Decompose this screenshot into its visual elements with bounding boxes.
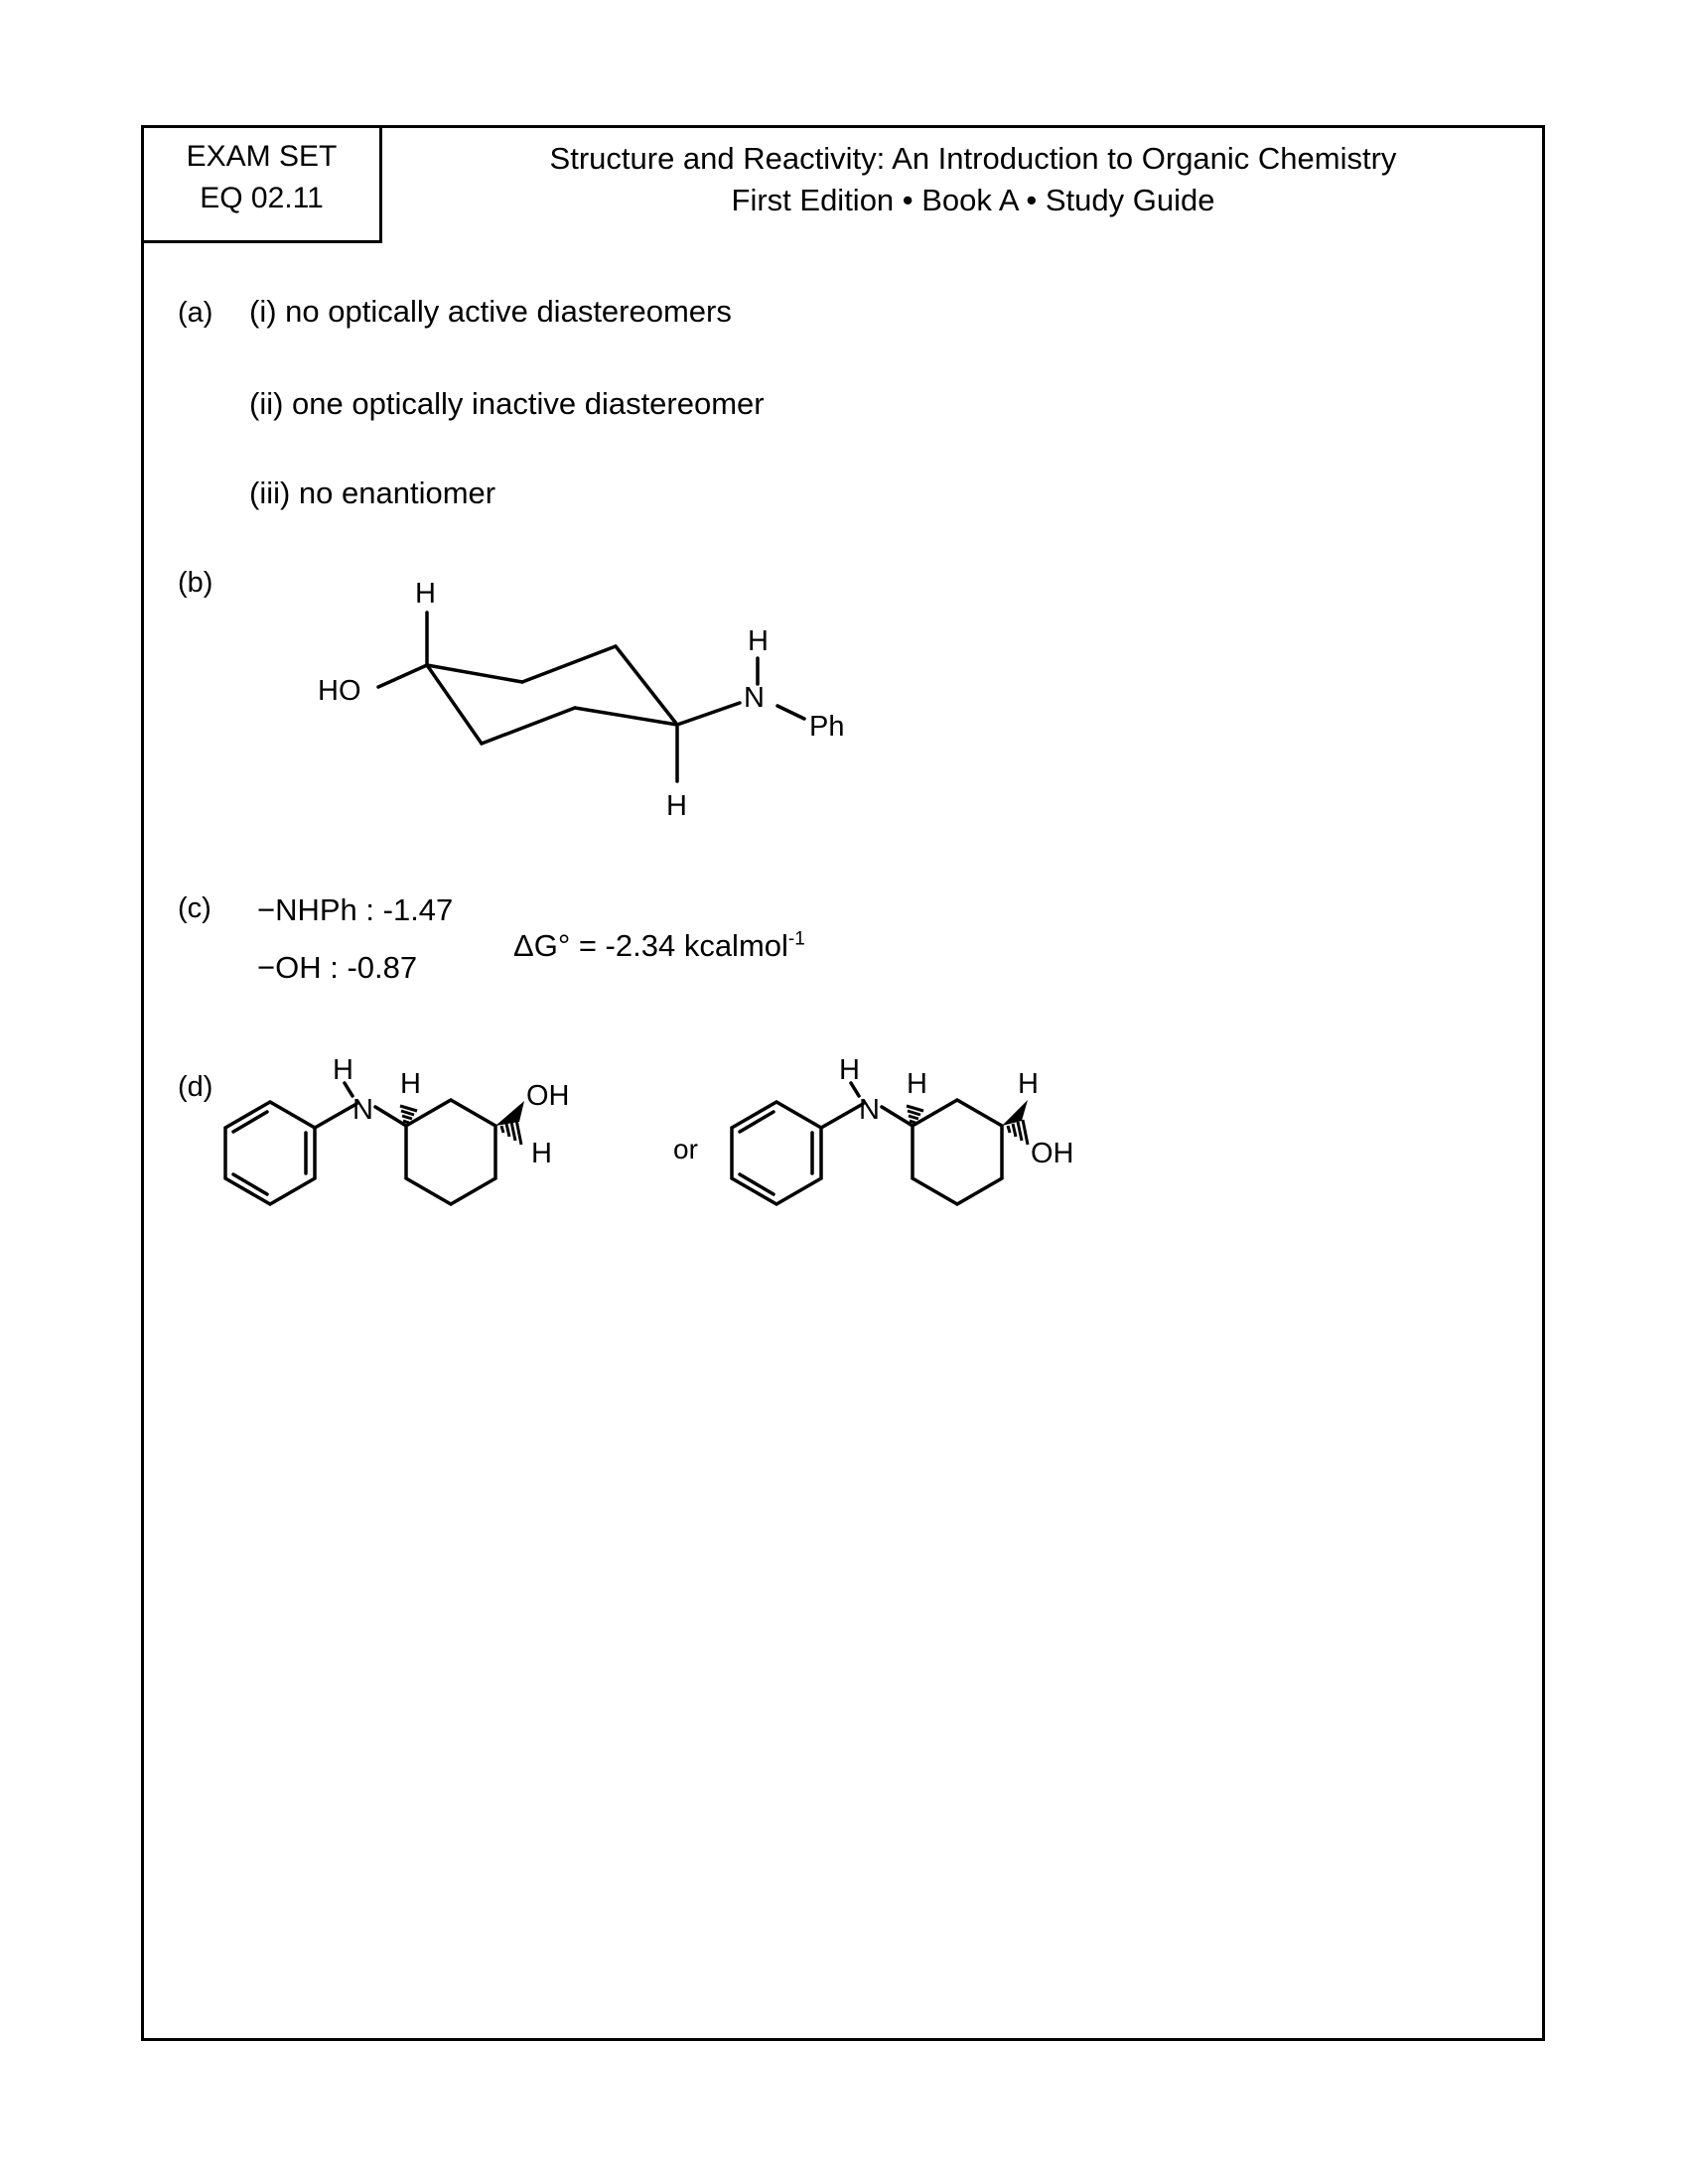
chair-h-bottom: H xyxy=(666,790,687,822)
chair-ph: Ph xyxy=(809,711,845,743)
part-a-item-1: (i) no optically active diastereomers xyxy=(249,294,732,329)
oh-a-value: −OH : -0.87 xyxy=(257,950,418,985)
part-a-item-2: (ii) one optically inactive diastereomer xyxy=(249,386,765,421)
chair-ho: HO xyxy=(318,675,361,707)
structure-d-pair xyxy=(144,128,1548,2044)
left-wedge-oh xyxy=(495,1101,524,1126)
part-a-label: (a) xyxy=(178,297,213,329)
or-label: or xyxy=(673,1134,698,1164)
left-oh-label: OH xyxy=(526,1080,570,1112)
part-b-label: (b) xyxy=(178,567,213,599)
exam-question-id: EQ 02.11 xyxy=(200,182,324,214)
part-c-label: (c) xyxy=(178,892,211,924)
page-frame xyxy=(141,125,1545,2041)
part-d-label: (d) xyxy=(178,1071,213,1103)
nhph-a-value: −NHPh : -1.47 xyxy=(257,892,454,927)
book-title: Structure and Reactivity: An Introduction to Organic Chemistry xyxy=(549,141,1397,176)
left-h-label: H xyxy=(531,1138,552,1169)
chair-h-top: H xyxy=(415,578,436,610)
right-oh-label: OH xyxy=(1031,1138,1074,1169)
book-edition: First Edition • Book A • Study Guide xyxy=(731,183,1215,217)
chair-n: N xyxy=(744,682,765,714)
part-a-item-3: (iii) no enantiomer xyxy=(249,476,496,510)
delta-g-text: ΔG° = -2.34 kcalmol xyxy=(513,928,788,963)
right-h-label: H xyxy=(1018,1068,1039,1100)
chair-nh-h: H xyxy=(748,625,769,657)
delta-g-exponent: -1 xyxy=(787,928,805,950)
exam-set-label: EXAM SET xyxy=(186,140,338,173)
